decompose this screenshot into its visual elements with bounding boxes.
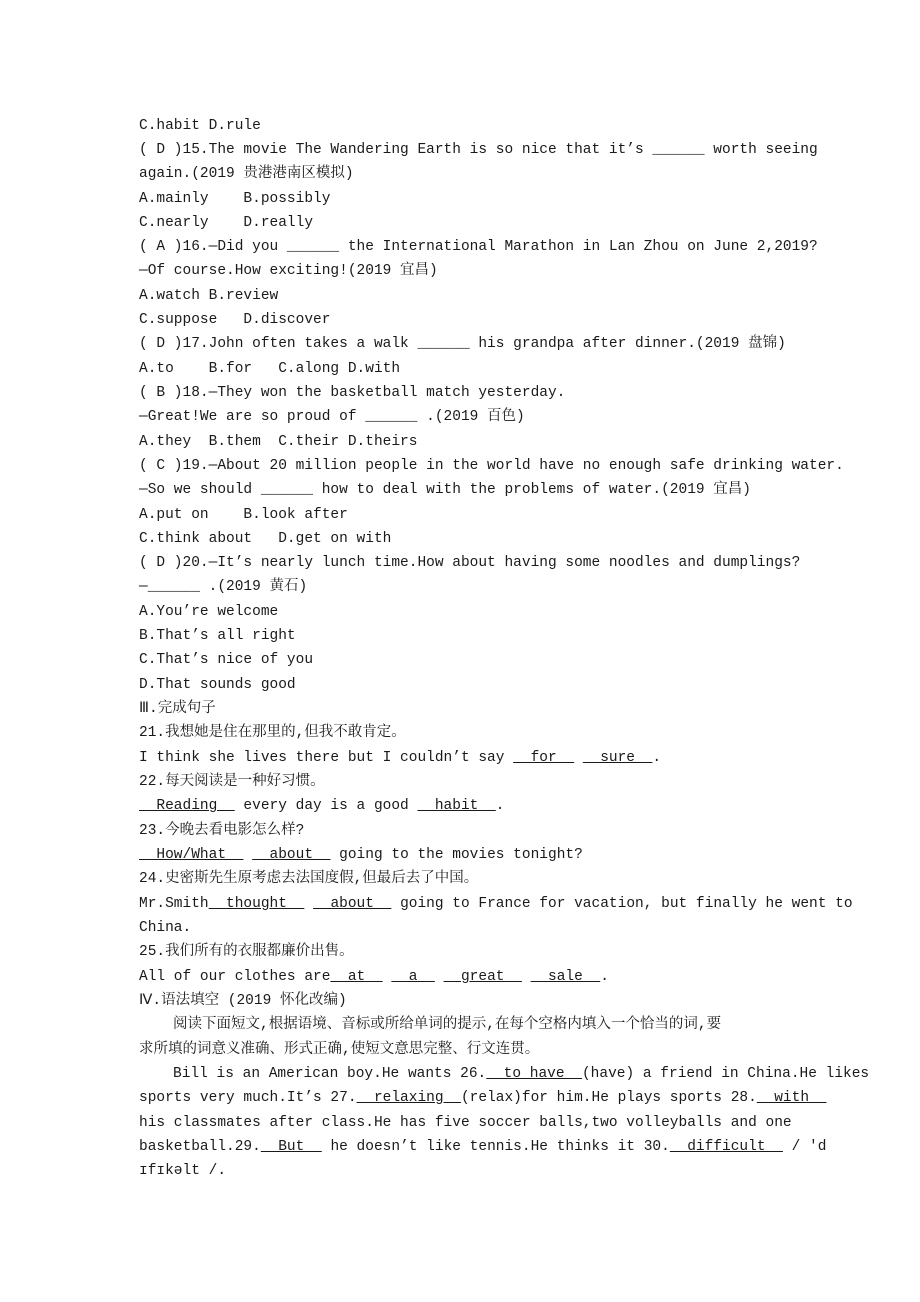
answer-blank: at xyxy=(330,969,383,985)
option-line: C.think about D.get on with xyxy=(139,531,392,547)
option-line: A.they B.them C.their D.theirs xyxy=(139,434,418,450)
answer-blank: How/What xyxy=(139,847,244,863)
answer-blank: Reading xyxy=(139,798,235,814)
answer-blank: relaxing xyxy=(356,1090,461,1106)
sentence-prompt: 23.今晚去看电影怎么样? xyxy=(139,823,305,839)
option-line: B.That’s all right xyxy=(139,628,296,644)
passage-line: his classmates after class.He has five soccer balls,two volleyballs and one xyxy=(139,1115,792,1131)
option-line: C.That’s nice of you xyxy=(139,652,314,668)
passage-line: Bill is an American boy.He wants 26. to have (have) a friend in China.He likes xyxy=(173,1066,870,1082)
question-17: ( D )17.John often takes a walk ______ his grandpa after dinner.(2019 盘锦) xyxy=(139,336,786,352)
instructions: 阅读下面短文,根据语境、音标或所给单词的提示,在每个空格内填入一个恰当的词,要 xyxy=(173,1017,722,1033)
option-line: A.put on B.look after xyxy=(139,507,348,523)
answer-blank: sure xyxy=(582,750,653,766)
answer-blank: But xyxy=(260,1139,322,1155)
passage-line: sports very much.It’s 27. relaxing (relax)for him.He plays sports 28. with xyxy=(139,1090,827,1106)
question-18: ( B )18.—They won the basketball match yesterday. xyxy=(139,385,566,401)
section-heading: Ⅳ.语法填空 (2019 怀化改编) xyxy=(139,993,347,1009)
question-line: —So we should ______ how to deal with the problems of water.(2019 宜昌) xyxy=(139,482,751,498)
answer-blank: about xyxy=(313,896,392,912)
passage-line: basketball.29. But he doesn’t like tennis.He thinks it 30. difficult / 'd xyxy=(139,1139,827,1155)
answer-blank: a xyxy=(391,969,435,985)
answer-blank: to have xyxy=(486,1066,582,1082)
question-line: —______ .(2019 黄石) xyxy=(139,579,308,595)
instructions: 求所填的词意义准确、形式正确,使短文意思完整、行文连贯。 xyxy=(139,1042,540,1058)
sentence-prompt: 21.我想她是住在那里的,但我不敢肯定。 xyxy=(139,725,406,741)
option-line: C.nearly D.really xyxy=(139,215,314,231)
option-line: D.That sounds good xyxy=(139,677,296,693)
sentence-prompt: 25.我们所有的衣服都廉价出售。 xyxy=(139,944,354,960)
question-line: —Great!We are so proud of ______ .(2019 百色) xyxy=(139,409,525,425)
passage-line: ɪfɪkəlt /. xyxy=(139,1163,227,1179)
option-line: C.habit D.rule xyxy=(139,118,261,134)
option-line: A.watch B.review xyxy=(139,288,279,304)
answer-line: All of our clothes are at a great sale . xyxy=(139,969,609,985)
section-heading: Ⅲ.完成句子 xyxy=(139,701,216,717)
answer-blank: great xyxy=(443,969,522,985)
answer-blank: sale xyxy=(530,969,601,985)
question-15: ( D )15.The movie The Wandering Earth is so nice that it’s ______ worth seeing xyxy=(139,142,818,158)
question-line: again.(2019 贵港港南区模拟) xyxy=(139,166,354,182)
answer-blank: with xyxy=(756,1090,827,1106)
option-line: A.mainly B.possibly xyxy=(139,191,331,207)
question-20: ( D )20.—It’s nearly lunch time.How about having some noodles and dumplings? xyxy=(139,555,801,571)
option-line: A.You’re welcome xyxy=(139,604,279,620)
option-line: A.to B.for C.along D.with xyxy=(139,361,401,377)
answer-blank: about xyxy=(252,847,331,863)
answer-line: I think she lives there but I couldn’t say for sure . xyxy=(139,750,662,766)
sentence-prompt: 22.每天阅读是一种好习惯。 xyxy=(139,774,325,790)
answer-blank: habit xyxy=(417,798,496,814)
question-19: ( C )19.—About 20 million people in the world have no enough safe drinking water. xyxy=(139,458,844,474)
answer-blank: for xyxy=(513,750,575,766)
answer-blank: thought xyxy=(208,896,305,912)
answer-line: China. xyxy=(139,920,192,936)
answer-line: How/What about going to the movies tonight? xyxy=(139,847,583,863)
sentence-prompt: 24.史密斯先生原考虑去法国度假,但最后去了中国。 xyxy=(139,871,479,887)
answer-blank: difficult xyxy=(669,1139,783,1155)
option-line: C.suppose D.discover xyxy=(139,312,331,328)
question-16: ( A )16.—Did you ______ the International Marathon in Lan Zhou on June 2,2019? xyxy=(139,239,818,255)
answer-line: Reading every day is a good habit . xyxy=(139,798,505,814)
question-line: —Of course.How exciting!(2019 宜昌) xyxy=(139,263,438,279)
answer-line: Mr.Smith thought about going to France for vacation, but finally he went to xyxy=(139,896,853,912)
